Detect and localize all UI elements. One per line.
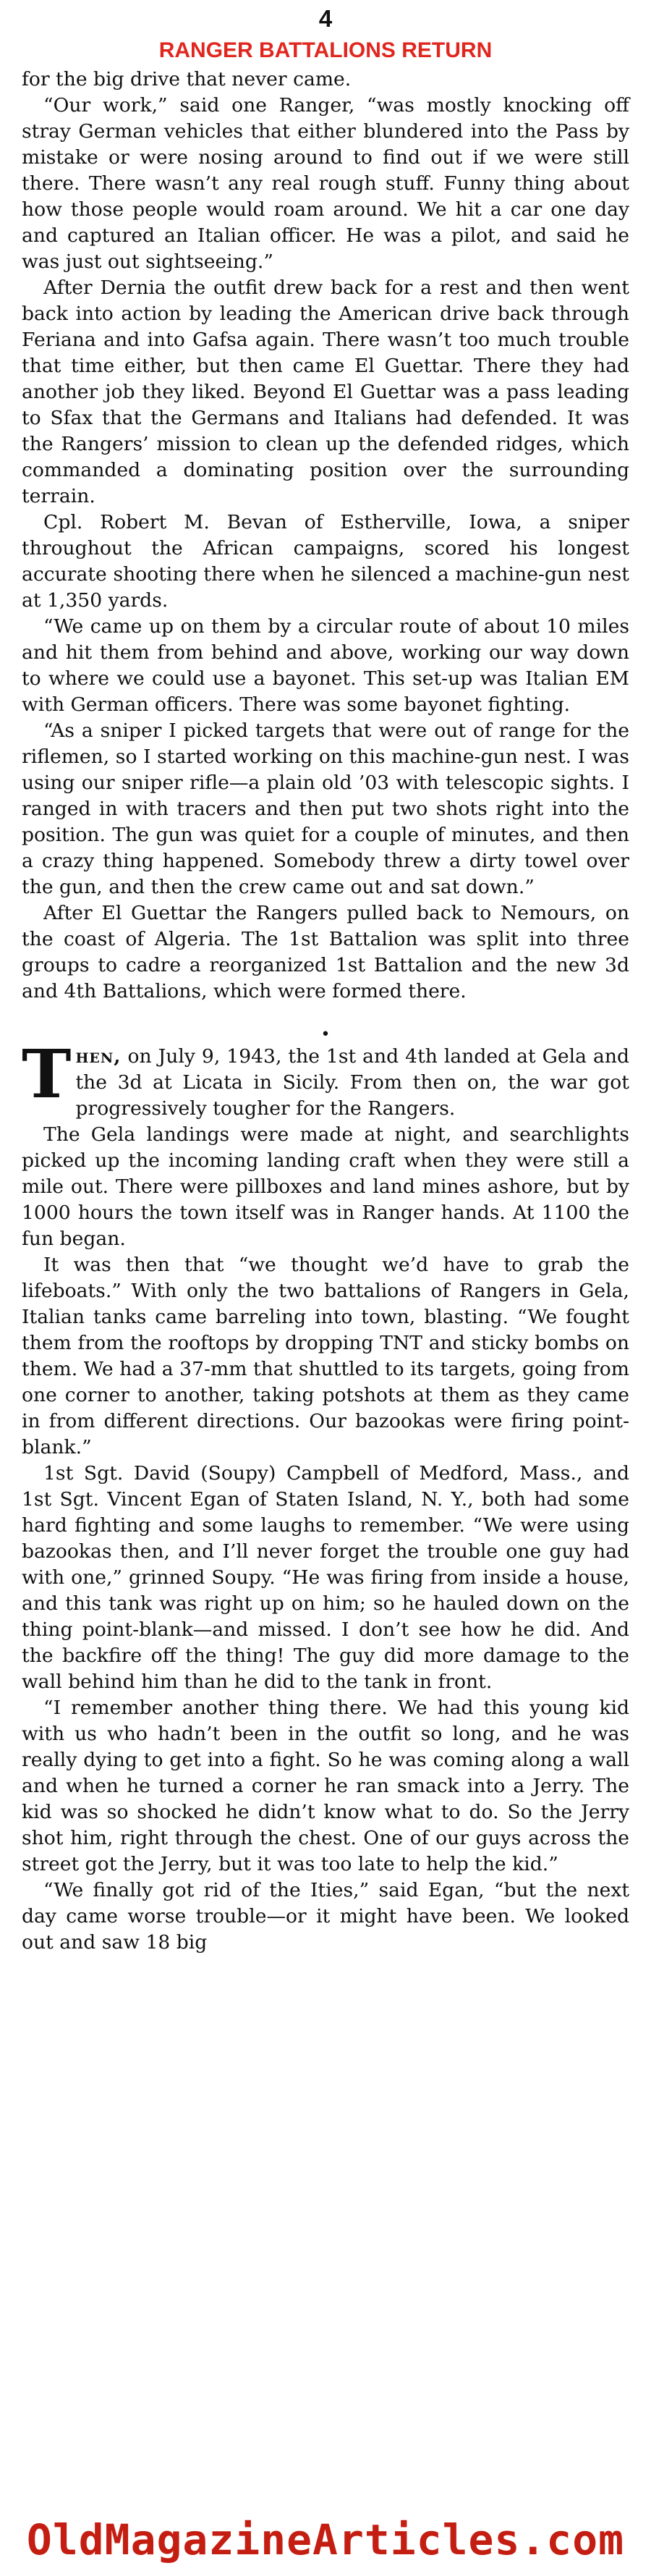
paragraph: It was then that “we thought we’d have to grab the lifeboats.” With only the two battalions of Rangers in Gela, Italian tanks came barreling into town, blasting. “We fought them from the rooftops by dropping TNT and sticky bombs on them. We had a 37-mm that shuttled to its targets, going from one corner to another, taking potshots at them as they came in from different directions. Our bazookas were firing point-blank.” xyxy=(22,1254,629,1458)
site-watermark: OldMagazineArticles.com xyxy=(26,2515,625,2564)
paragraph: The Gela landings were made at night, and searchlights picked up the incoming landing craft when they were still a mile out. There were pillboxes and land mines ashore, but by 1000 hours the town itself was in Ranger hands. At 1100 the fun began. xyxy=(22,1123,629,1250)
drop-cap: T xyxy=(22,1035,72,1113)
paragraph: “Our work,” said one Ranger, “was mostly knocking off stray German vehicles that either blundered into the Pass by mistake or were nosing around to find out if we were still there. There wasn’t any real rough stuff. Funny thing about how those people would roam around. We hit a car one day and captured an Italian officer. He was a pilot, and said he was just out sightseeing.” xyxy=(22,94,629,273)
headline: RANGER BATTALIONS RETURN xyxy=(158,38,493,62)
paragraph: After Dernia the outfit drew back for a rest and then went back into action by leading the American drive back through Feriana and into Gafsa again. There wasn’t too much trouble that time either, but then came El Guettar. There they had another job they liked. Beyond El Guettar was a pass leading to Sfax that the Germans and Italians had defended. It was the Rangers’ mission to clean up the defended ridges, which commanded a dominating position over the surrounding terrain. xyxy=(22,276,629,507)
lead-in-smallcaps: hen, xyxy=(75,1045,122,1068)
section-separator: • xyxy=(320,1026,331,1044)
paragraph: for the big drive that never came. xyxy=(22,68,352,90)
paragraph: “We finally got rid of the Ities,” said Egan, “but the next day came worse trouble—or it might have been. We looked out and saw 18 big xyxy=(22,1879,629,1954)
paragraph: “We came up on them by a circular route of about 10 miles and hit them from behind and above, working our way down to where we could use a bayonet. This set-up was Italian EM with German officers. There was some bayonet fighting. xyxy=(22,615,629,716)
paragraph: 1st Sgt. David (Soupy) Campbell of Medford, Mass., and 1st Sgt. Vincent Egan of Staten Island, N. Y., both had some hard fighting and some laughs to remember. “We were using bazookas then, and I’ll never forget the trouble one guy had with one,” grinned Soupy. “He was firing from inside a house, and this tank was right up on him; so he hauled down on the thing point-blank—and missed. I don’t see how he did. And the backfire off the thing! The guy did more damage to the wall behind him than he did to the tank in front. xyxy=(22,1462,629,1693)
page-number: 4 xyxy=(318,5,333,32)
paragraph: “I remember another thing there. We had this young kid with us who hadn’t been in the outfit so long, and he was really dying to get into a fight. So he was coming along a wall and when he turned a corner he ran smack into a Jerry. The kid was so shocked he didn’t know what to do. So the Jerry shot him, right through the chest. One of our guys across the street got the Jerry, but it was too late to help the kid.” xyxy=(22,1697,629,1875)
paragraph: After El Guettar the Rangers pulled back to Nemours, on the coast of Algeria. The 1st Battalion was split into three groups to cadre a reorganized 1st Battalion and the new 3d and 4th Battalions, which were formed there. xyxy=(22,902,629,1002)
paragraph-dropcap xyxy=(22,1035,629,1122)
paragraph: Cpl. Robert M. Bevan of Estherville, Iowa, a sniper throughout the African campaigns, scored his longest accurate shooting there when he silenced a machine-gun nest at 1,350 yards. xyxy=(22,511,629,612)
paragraph-text: on July 9, 1943, the 1st and 4th landed at Gela and the 3d at Licata in Sicily. From then on, the war got progressively tougher for the Rangers. xyxy=(75,1045,629,1120)
paragraph: “As a sniper I picked targets that were out of range for the riflemen, so I started working on this machine-gun nest. I was using our sniper rifle—a plain old ’03 with telescopic sights. I ranged in with tracers and then put two shots right into the position. The gun was quiet for a couple of minutes, and then a crazy thing happened. Somebody threw a dirty towel over the gun, and then the crew came out and sat down.” xyxy=(22,719,629,898)
article-body xyxy=(22,67,629,1956)
